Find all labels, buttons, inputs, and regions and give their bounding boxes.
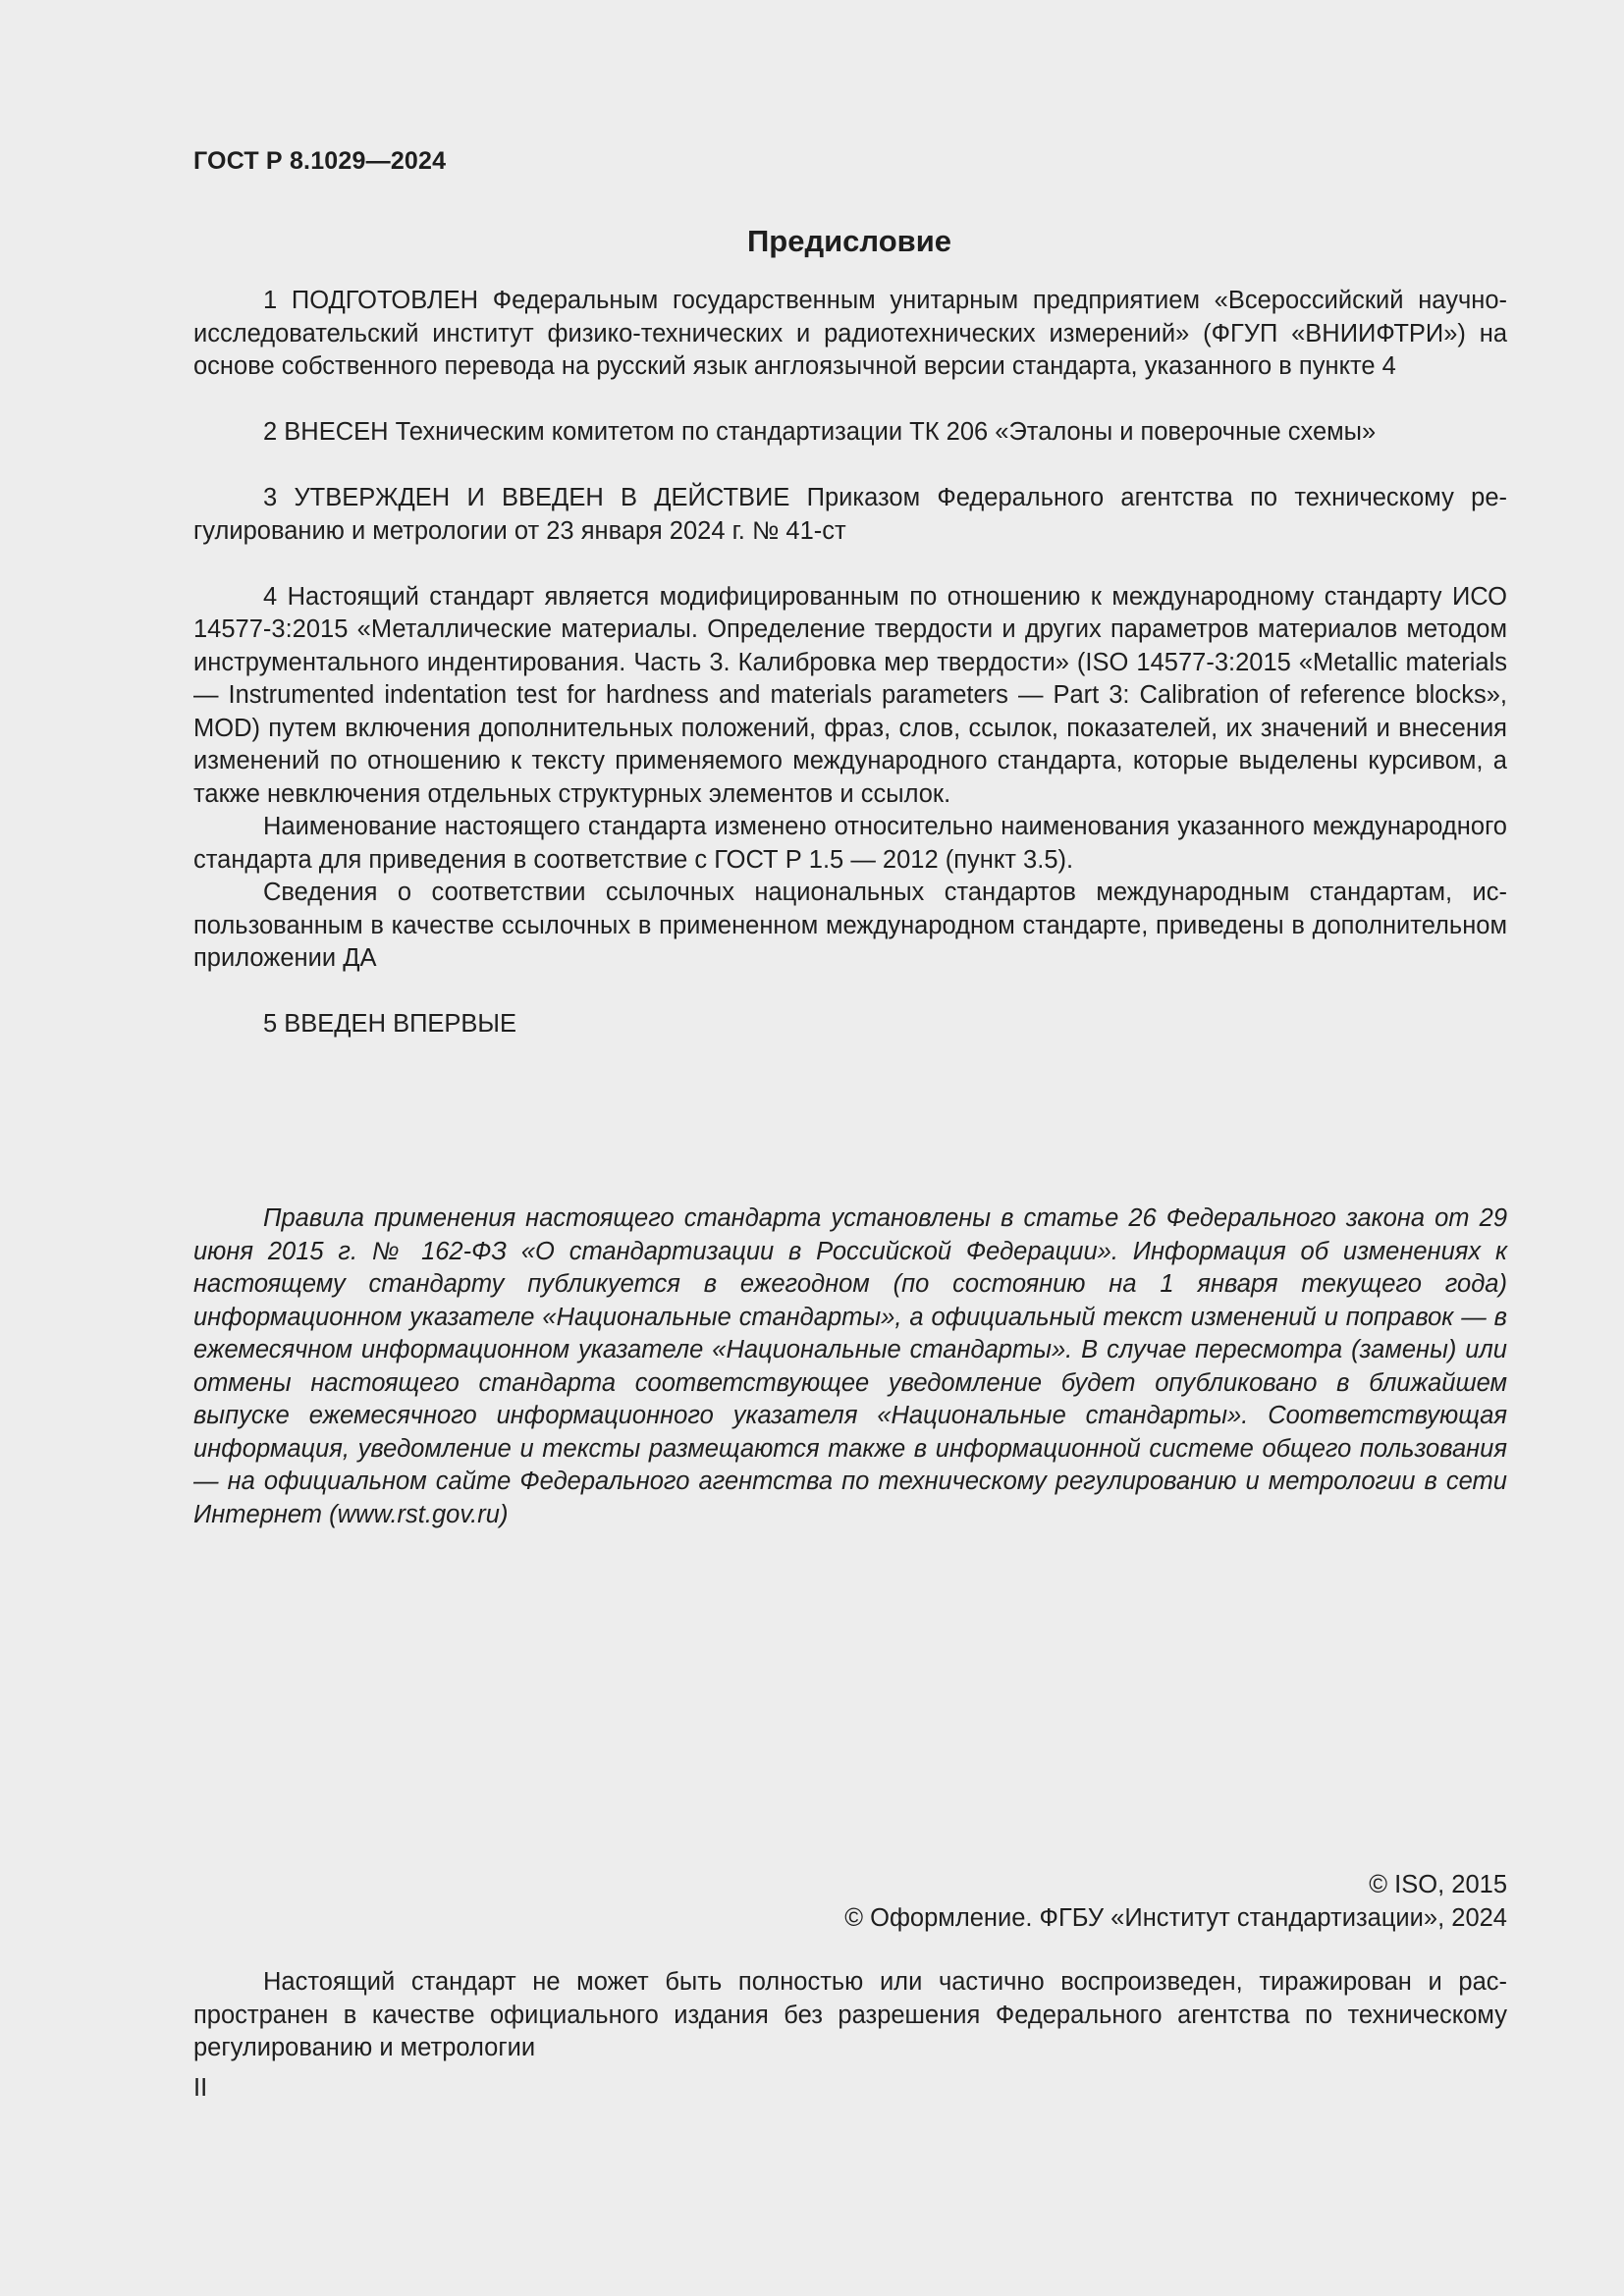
- copyright-design: © Оформление. ФГБУ «Институт стандартизации», 2024: [844, 1904, 1507, 1932]
- preface-item-5: 5 ВВЕДЕН ВПЕРВЫЕ: [263, 1010, 517, 1038]
- preface-item-3: 3 УТВЕРЖДЕН И ВВЕДЕН В ДЕЙСТВИЕ Приказом Федерального агентства по техническому регулированию и метрологии от 23 января 2024 г. № 41-ст: [193, 484, 1507, 545]
- reproduction-notice-text: Настоящий стандарт не может быть полностью или частично воспроизведен, тиражирован и распространен в качестве официального издания без разрешения Федерального агентства по техническому регулированию и метрологии: [193, 1968, 1507, 2061]
- reproduction-notice: [193, 1966, 1507, 2065]
- copyright-iso: © ISO, 2015: [1369, 1871, 1507, 1898]
- rules-notice-text: Правила применения настоящего стандарта установлены в статье 26 Федерального закона от 29 июня 2015 г. № 162-ФЗ «О стандартизации в Российской Федерации». Информация об изменениях к настоящему стандарту публикуется в ежегодном (по состоянию на 1 января текущего года) информационном указателе «Национальные стандарты», а официальный текст изменений и поправок — в ежемесячном информационном указателе «Национальные стандарты». В случае пересмотра (замены) или отмены настоящего стандарта соответствующее уведомление будет опубликовано в ближайшем выпуске ежемесячного информационного указателя «Национальные стандарты». Соответствующая информация, уведомление и тексты размещаются также в информационной системе общего пользования — на официальном сайте Федерального агентства по техническому регулированию и метрологии в сети Интернет (www.rst.gov.ru): [193, 1204, 1507, 1528]
- preface-title: Предисловие: [746, 224, 951, 258]
- preface-body: [193, 285, 1507, 1041]
- preface-item-4-references-note: Сведения о соответствии ссылочных национальных стандартов международным стандартам, использованным в качестве ссылочных в примененном международном стандарте, приведены в дополнительном приложении ДА: [193, 879, 1507, 972]
- page-number: II: [193, 2074, 208, 2102]
- document-code: ГОСТ Р 8.1029—2024: [193, 147, 447, 175]
- copyright-block: [193, 1868, 1507, 1935]
- preface-item-4-title-note: Наименование настоящего стандарта изменено относительно наименования указанного международного стандарта для приведения в соответствие с ГОСТ Р 1.5 — 2012 (пункт 3.5).: [193, 813, 1507, 874]
- rules-notice: [193, 1202, 1507, 1531]
- preface-item-2: 2 ВНЕСЕН Техническим комитетом по стандартизации ТК 206 «Эталоны и поверочные схемы»: [263, 418, 1377, 446]
- preface-item-1: 1 ПОДГОТОВЛЕН Федеральным государственным унитарным предприятием «Всероссийский научно-исследовательский институт физико-технических и радиотехнических измерений» (ФГУП «ВНИИФТРИ») на основе собственного перевода на русский язык англоязычной версии стандарта, указанного в пункте 4: [193, 287, 1507, 380]
- preface-item-4: 4 Настоящий стандарт является модифицированным по отношению к международному стандарту ИСО 14577-3:2015 «Металлические материалы. Определение твердости и других параметров материалов методом инструментального индентирования. Часть 3. Калибровка мер твердости» (ISO 14577-3:2015 «Metallic materials — Instrumented indentation test for hardness and materials parameters — Part 3: Calibration of reference blocks», MOD) путем включения дополнительных положений, фраз, слов, ссылок, показателей, их значений и внесения изменений по отношению к тексту применяемого международного стандарта, которые выделены курсивом, а также невключения отдельных структурных элементов и ссылок.: [193, 582, 1507, 808]
